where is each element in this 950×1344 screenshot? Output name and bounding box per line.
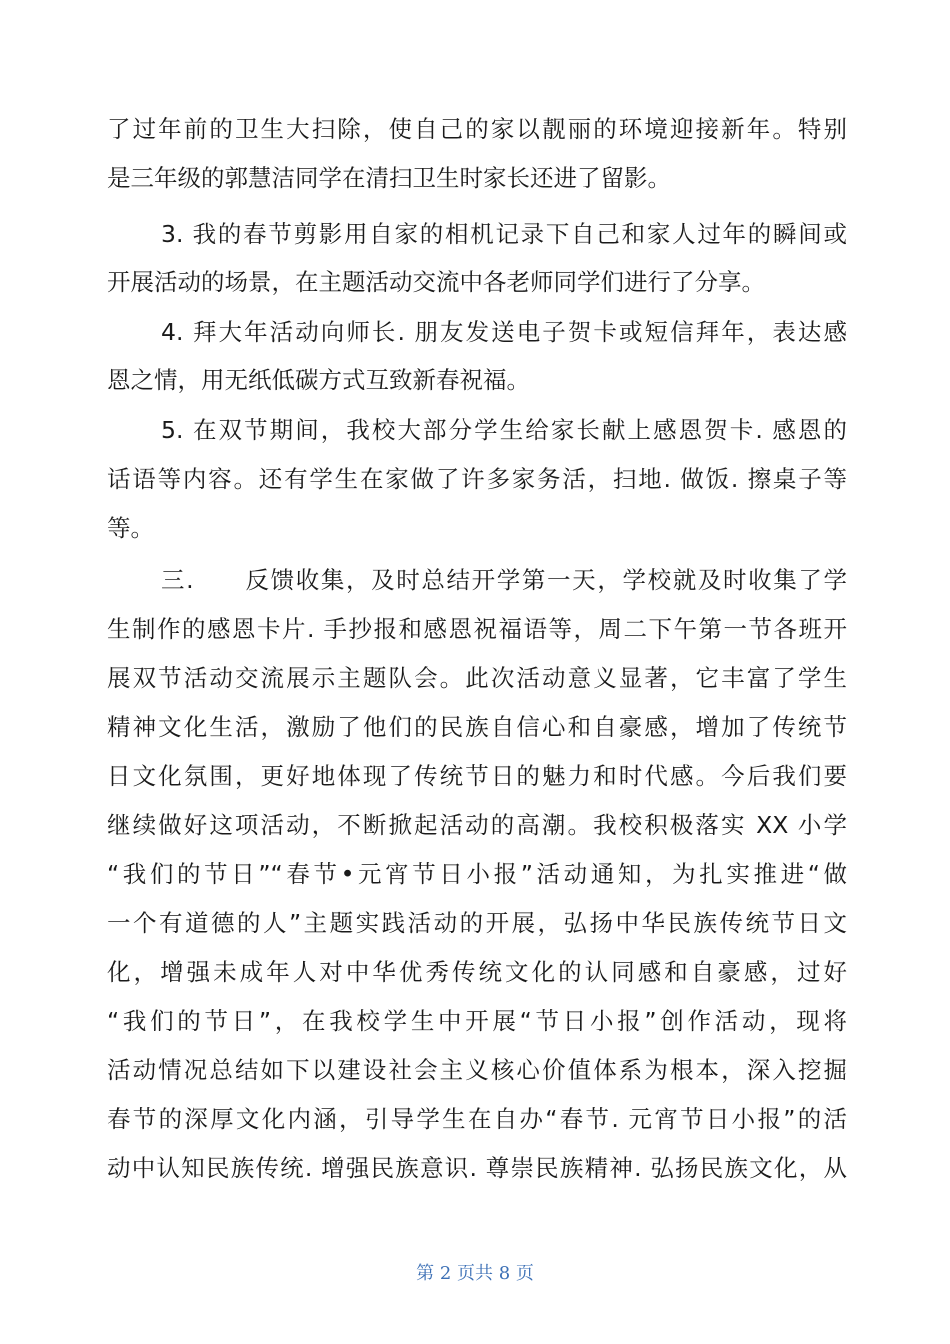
text-line: 展双节活动交流展示主题队会。此次活动意义显著，它丰富了学生 [107,664,847,692]
text-line: 生制作的感恩卡片. 手抄报和感恩祝福语等，周二下午第一节各班开 [107,615,847,643]
text-line: 了过年前的卫生大扫除，使自己的家以靓丽的环境迎接新年。特别 [107,115,847,143]
text-line: 是三年级的郭慧洁同学在清扫卫生时家长还进了留影。 [107,164,671,192]
text-line: 继续做好这项活动，不断掀起活动的高潮。我校积极落实 XX 小学 [107,811,847,839]
page-number: 第 2 页共 8 页 [416,1263,534,1284]
text-line: 一个有道德的人”主题实践活动的开展，弘扬中华民族传统节日文 [107,909,847,937]
text-line: 活动情况总结如下以建设社会主义核心价值体系为根本，深入挖掘 [107,1056,847,1084]
text-line: 三. 反馈收集，及时总结开学第一天，学校就及时收集了学 [161,566,847,594]
text-line: 恩之情，用无纸低碳方式互致新春祝福。 [107,366,530,394]
text-line: 动中认知民族传统. 增强民族意识. 尊崇民族精神. 弘扬民族文化，从 [107,1154,847,1182]
text-line: 5. 在双节期间，我校大部分学生给家长献上感恩贺卡. 感恩的 [161,416,847,444]
text-line: 开展活动的场景，在主题活动交流中各老师同学们进行了分享。 [107,268,765,296]
text-line: “我们的节日”，在我校学生中开展“节日小报”创作活动，现将 [107,1007,847,1035]
text-line: 话语等内容。还有学生在家做了许多家务活，扫地. 做饭. 擦桌子等 [107,465,847,493]
text-line: 3. 我的春节剪影用自家的相机记录下自己和家人过年的瞬间或 [161,220,847,248]
text-line: 日文化氛围，更好地体现了传统节日的魅力和时代感。今后我们要 [107,762,847,790]
text-line: 春节的深厚文化内涵，引导学生在自办“春节. 元宵节日小报”的活 [107,1105,847,1133]
text-line: 化，增强未成年人对中华优秀传统文化的认同感和自豪感，过好 [107,958,847,986]
text-line: 精神文化生活，激励了他们的民族自信心和自豪感，增加了传统节 [107,713,847,741]
text-line: “我们的节日”“春节•元宵节日小报”活动通知，为扎实推进“做 [107,860,847,888]
text-line: 4. 拜大年活动向师长. 朋友发送电子贺卡或短信拜年，表达感 [161,318,847,346]
text-line: 等。 [107,514,154,542]
